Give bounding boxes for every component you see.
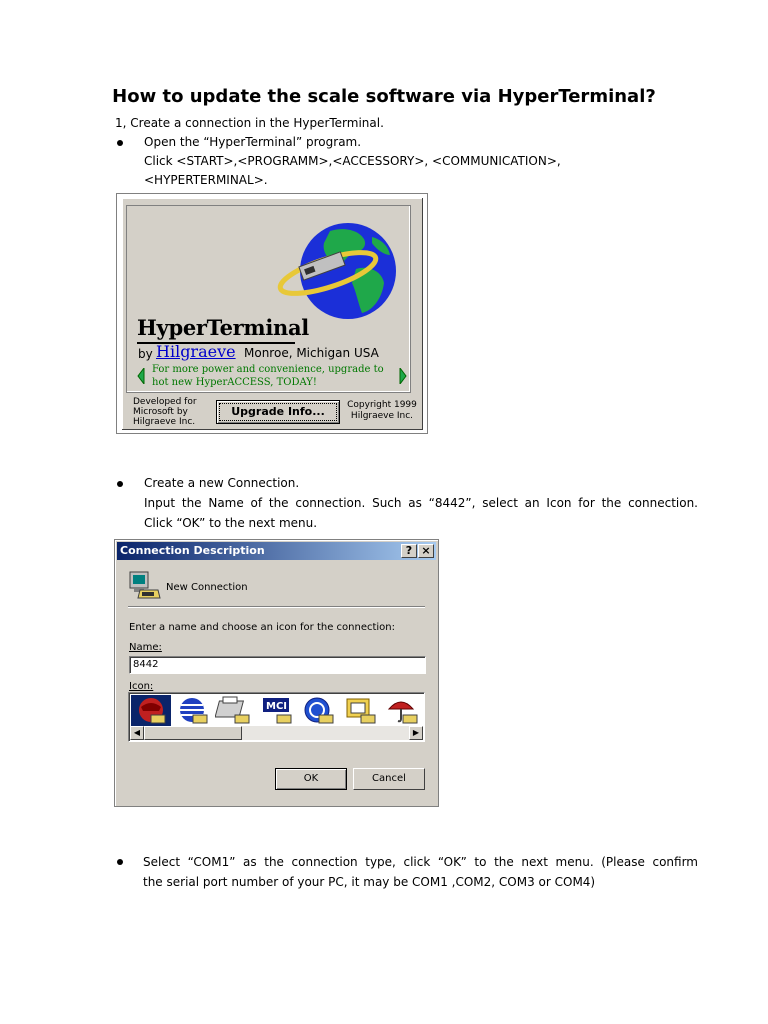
globe-icon[interactable]	[173, 695, 213, 727]
folder-icon[interactable]	[341, 695, 381, 727]
bullet-icon	[117, 481, 123, 487]
scroll-left-icon[interactable]: ◀	[130, 726, 144, 740]
mci-text: MCI	[266, 701, 288, 712]
step2-line3: Click “OK” to the next menu.	[144, 516, 318, 530]
scroll-thumb[interactable]	[144, 726, 242, 740]
name-label: Name:	[129, 642, 162, 653]
copyright-text: Copyright 1999 Hilgraeve Inc.	[347, 400, 417, 421]
cancel-button[interactable]: Cancel	[353, 768, 425, 790]
dialog-prompt: Enter a name and choose an icon for the connection:	[129, 622, 396, 633]
step1-heading: 1, Create a connection in the HyperTerminal.	[115, 116, 384, 130]
icon-label: Icon:	[129, 681, 154, 692]
step1-line3: <HYPERTERMINAL>.	[144, 173, 268, 187]
globe-logo-icon	[272, 215, 412, 325]
by-label: by	[138, 347, 153, 361]
promo-text: For more power and convenience, upgrade to hot new HyperACCESS, TODAY!	[152, 364, 384, 388]
dialog-separator	[128, 606, 425, 607]
mci-icon[interactable]	[257, 695, 297, 727]
step3-line1: Select “COM1” as the connection type, click “OK” to the next menu. (Please confirm	[143, 855, 698, 869]
developed-for-text: Developed for Microsoft by Hilgraeve Inc.	[133, 397, 197, 427]
name-field[interactable]: 8442	[129, 656, 426, 674]
close-button[interactable]: ×	[418, 544, 434, 558]
scroll-right-icon[interactable]: ▶	[409, 726, 423, 740]
company-link[interactable]: Hilgraeve	[156, 342, 236, 361]
promo-left-arrow-icon	[137, 368, 145, 384]
bullet-icon	[117, 859, 123, 865]
step2-line2: Input the Name of the connection. Such as “8442”, select an Icon for the connection.	[144, 496, 698, 510]
new-connection-icon	[128, 570, 162, 602]
upgrade-info-button[interactable]: Upgrade Info...	[216, 400, 340, 424]
ge-icon[interactable]	[299, 695, 339, 727]
new-connection-label: New Connection	[166, 582, 248, 593]
umbrella-icon[interactable]	[383, 695, 423, 727]
page-title: How to update the scale software via HyperTerminal?	[112, 86, 656, 107]
help-button[interactable]: ?	[401, 544, 417, 558]
step1-line2: Click <START>,<PROGRAMM>,<ACCESSORY>, <COMMUNICATION>,	[144, 154, 561, 168]
ok-button[interactable]: OK	[275, 768, 347, 790]
step3-line2: the serial port number of your PC, it may be COM1 ,COM2, COM3 or COM4)	[143, 875, 596, 889]
dialog-title: Connection Description	[120, 544, 265, 557]
fax-icon[interactable]	[215, 695, 255, 727]
step2-line1: Create a new Connection.	[144, 476, 300, 490]
company-location: Monroe, Michigan USA	[244, 346, 379, 360]
promo-right-arrow-icon	[399, 368, 407, 384]
app-name: HyperTerminal	[137, 315, 309, 340]
step1-line1: Open the “HyperTerminal” program.	[144, 135, 362, 149]
bullet-icon	[117, 140, 123, 146]
phone-icon[interactable]	[131, 695, 171, 727]
